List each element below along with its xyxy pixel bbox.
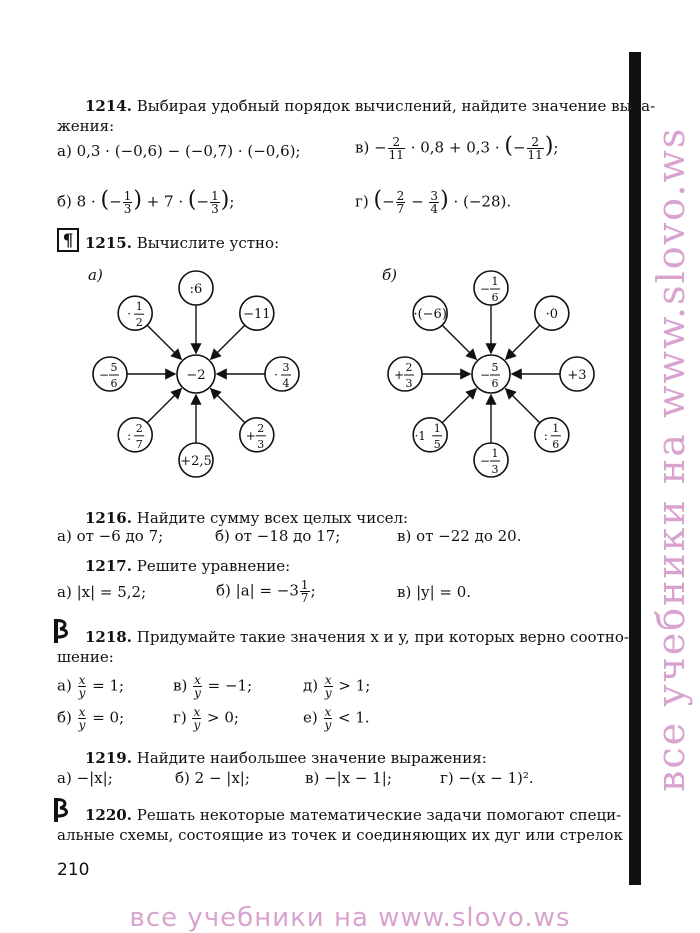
node-label: 3 <box>405 377 413 390</box>
node-label: 5 <box>433 437 441 451</box>
arrow <box>442 325 476 359</box>
node-label: −2 <box>186 368 206 383</box>
puzzle-icon <box>52 617 72 649</box>
problem-1218-header: 1218. Придумайте такие значения x и y, при которых верно соотно- <box>85 628 629 646</box>
problem-1216-v: в) от −22 до 20. <box>397 527 522 545</box>
relation-item: в) $\frac{x}{y}$ = −1; <box>173 673 253 700</box>
node-label: +2,5 <box>180 454 212 469</box>
puzzle-icon <box>52 796 72 828</box>
node-label: 2 <box>405 361 413 374</box>
node-label: − <box>98 368 110 382</box>
diagram-b <box>388 271 594 477</box>
diagram-a-label: а) <box>88 266 103 284</box>
node-label: ·1 <box>414 428 426 443</box>
node-label: 4 <box>282 377 290 390</box>
page-number: 210 <box>57 860 90 880</box>
node-label: 1 <box>433 421 441 435</box>
node-label: 6 <box>552 437 560 451</box>
relation-item: б) $\frac{x}{y}$ = 0; <box>57 705 125 732</box>
node-label: 5 <box>110 361 118 374</box>
problem-1220-line1: 1220. Решать некоторые математические задачи помогают специ- <box>85 806 622 824</box>
node-label: · <box>127 307 132 322</box>
problem-1215-header: 1215. Вычислите устно: <box>85 234 280 252</box>
diagram-b-label: б) <box>382 266 398 284</box>
node-label: 3 <box>257 437 265 451</box>
problem-1220-line2: альные схемы, состоящие из точек и соединяющих их дуг или стрелок <box>57 826 623 844</box>
node-label: 5 <box>491 361 499 374</box>
svg-text:¶: ¶ <box>62 231 74 251</box>
node-label: : <box>127 428 132 443</box>
problem-1219-g: г) −(x − 1)². <box>440 769 534 787</box>
node-label: 1 <box>491 447 499 460</box>
relation-item: е) $\frac{x}{y}$ < 1. <box>303 705 370 732</box>
problem-1219-v: в) −|x − 1|; <box>305 769 392 787</box>
problem-1217-v: в) |y| = 0. <box>397 583 472 601</box>
problem-1214-a: а) 0,3 · (−0,6) − (−0,7) · (−0,6); <box>57 142 301 160</box>
node-label: 1 <box>552 421 560 435</box>
relation-item: а) $\frac{x}{y}$ = 1; <box>57 673 125 700</box>
svg-text:все учебники на www.slovo.ws: все учебники на www.slovo.ws <box>649 126 693 792</box>
arrow <box>442 389 476 423</box>
problem-1216-header: 1216. Найдите сумму всех целых чисел: <box>85 509 409 527</box>
node-label: − <box>479 282 491 296</box>
node-label: +3 <box>567 368 587 383</box>
node-label: 3 <box>491 463 499 476</box>
node-label: 2 <box>135 316 143 330</box>
node-label: 6 <box>110 377 118 390</box>
problem-1214-header: 1214. Выбирая удобный порядок вычислений, найдите значение выра- <box>85 97 656 115</box>
node-label: 1 <box>491 275 499 288</box>
problem-1218-line2: шение: <box>57 648 114 666</box>
arrow <box>147 325 181 359</box>
relation-item: г) $\frac{x}{y}$ > 0; <box>173 705 239 732</box>
node-label: ·0 <box>545 307 559 323</box>
node-label: 1 <box>135 300 143 314</box>
bottom-watermark: все учебники на www.slovo.ws <box>129 903 571 933</box>
node-label: 2 <box>257 421 265 435</box>
node-label: 7 <box>135 437 143 451</box>
node-label: · <box>274 368 278 382</box>
node-label: 6 <box>491 377 499 390</box>
problem-1217-b: б) |a| = −3 $\frac{1}{7}$ ; <box>216 578 316 605</box>
relation-item: д) $\frac{x}{y}$ > 1; <box>303 673 371 700</box>
problem-1214-line2: жения: <box>57 117 115 135</box>
problem-1214-v: в) − $\frac{2}{11}$ · 0,8 + 0,3 · (− $\frac{2}{11}$ ); <box>355 133 559 162</box>
problem-1214-b: б) 8 · (− $\frac{1}{3}$ ) + 7 · (− $\frac{1}{3}$ ); <box>57 187 235 216</box>
problem-1219-a: а) −|x|; <box>57 769 113 787</box>
problem-1217-header: 1217. Решите уравнение: <box>85 557 291 575</box>
node-label: 3 <box>282 361 290 374</box>
node-label: + <box>245 428 256 443</box>
node-label: 2 <box>135 421 143 435</box>
problem-1214-g: г) (− $\frac{2}{7}$ − $\frac{3}{4}$ ) · (−28). <box>355 187 512 216</box>
diagram-a <box>93 271 299 477</box>
problem-1216-b: б) от −18 до 17; <box>215 527 341 545</box>
problem-1219-header: 1219. Найдите наибольшее значение выражения: <box>85 749 487 767</box>
node-label: : <box>543 428 548 443</box>
arrow <box>211 325 245 359</box>
node-label: − <box>479 454 491 468</box>
node-label: :6 <box>189 282 203 297</box>
arrow <box>506 389 540 423</box>
problem-1216-a: а) от −6 до 7; <box>57 527 164 545</box>
node-label: + <box>393 368 405 382</box>
arrow <box>211 389 245 423</box>
node-label: ·(−6) <box>413 307 447 323</box>
node-label: − <box>479 368 491 382</box>
arrow <box>147 389 181 423</box>
problem-1219-b: б) 2 − |x|; <box>175 769 250 787</box>
arrow <box>506 325 540 359</box>
node-label: −11 <box>243 307 271 323</box>
problem-1217-a: а) |x| = 5,2; <box>57 583 147 601</box>
node-label: 6 <box>491 291 499 304</box>
